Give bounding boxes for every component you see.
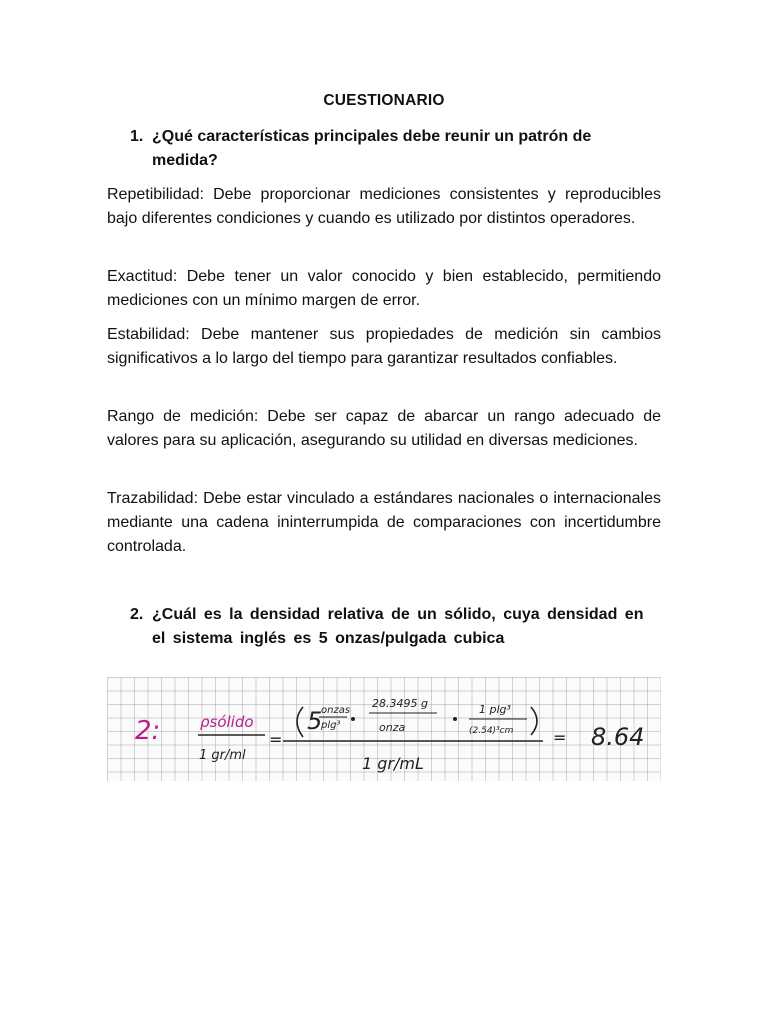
handwritten-numerator: ρsólido — [200, 713, 254, 731]
close-paren — [531, 707, 537, 735]
handwritten-conversion1-top: 28.3495 g — [372, 697, 428, 710]
handwritten-factor-unit-bottom: plg³ — [321, 720, 341, 731]
handwritten-label: 2: — [135, 716, 161, 746]
handwritten-solution-image — [107, 677, 661, 781]
handwritten-conversion1-bottom: onza — [379, 721, 406, 734]
handwritten-result: 8.64 — [591, 723, 645, 751]
open-paren — [297, 707, 303, 737]
handwritten-numerator-unit: 1 gr/ml — [199, 748, 246, 763]
page-title: CUESTIONARIO — [323, 92, 445, 109]
question-1-text: ¿Qué características principales debe reunir un patrón de medida? — [152, 128, 592, 169]
answer-paragraph-estabilidad: Estabilidad: Debe mantener sus propiedades de medición sin cambios significativos a lo largo del tiempo para garantizar resultados confiables. — [107, 326, 661, 367]
answer-paragraph-rango: Rango de medición: Debe ser capaz de abarcar un rango adecuado de valores para su aplicación, asegurando su utilidad en diversas mediciones. — [107, 408, 661, 449]
answer-paragraph-trazabilidad: Trazabilidad: Debe estar vinculado a estándares nacionales o internacionales mediante una cadena ininterrumpida de comparaciones con incertidumbre controlada. — [107, 490, 661, 555]
handwritten-conversion2-bottom: (2.54)³cm — [469, 726, 514, 736]
answer-paragraph-exactitud: Exactitud: Debe tener un valor conocido y bien establecido, permitiendo mediciones con un mínimo margen de error. — [107, 268, 661, 309]
question-1-number: 1. — [130, 128, 144, 145]
handwritten-conversion2-top: 1 plg³ — [479, 703, 511, 716]
question-2-number: 2. — [130, 606, 144, 623]
handwritten-factor: 5 — [307, 707, 323, 735]
handwritten-equals-2: = — [553, 728, 567, 747]
multiply-dot-1 — [351, 717, 355, 721]
handwritten-denominator: 1 gr/mL — [362, 754, 424, 773]
question-2-text: ¿Cuál es la densidad relativa de un sólido, cuya densidad en el sistema inglés es 5 onzas/pulgada cubica — [152, 606, 644, 647]
handwritten-factor-unit-top: onzas — [321, 705, 351, 716]
answer-paragraph-repetibilidad: Repetibilidad: Debe proporcionar mediciones consistentes y reproducibles bajo diferentes condiciones y cuando es utilizado por distintos operadores. — [107, 186, 661, 227]
question-2 — [130, 603, 660, 651]
multiply-dot-2 — [453, 717, 457, 721]
handwritten-equals-1: = — [269, 730, 283, 749]
question-1 — [130, 125, 660, 173]
handwritten-solution-drawing — [107, 677, 661, 781]
